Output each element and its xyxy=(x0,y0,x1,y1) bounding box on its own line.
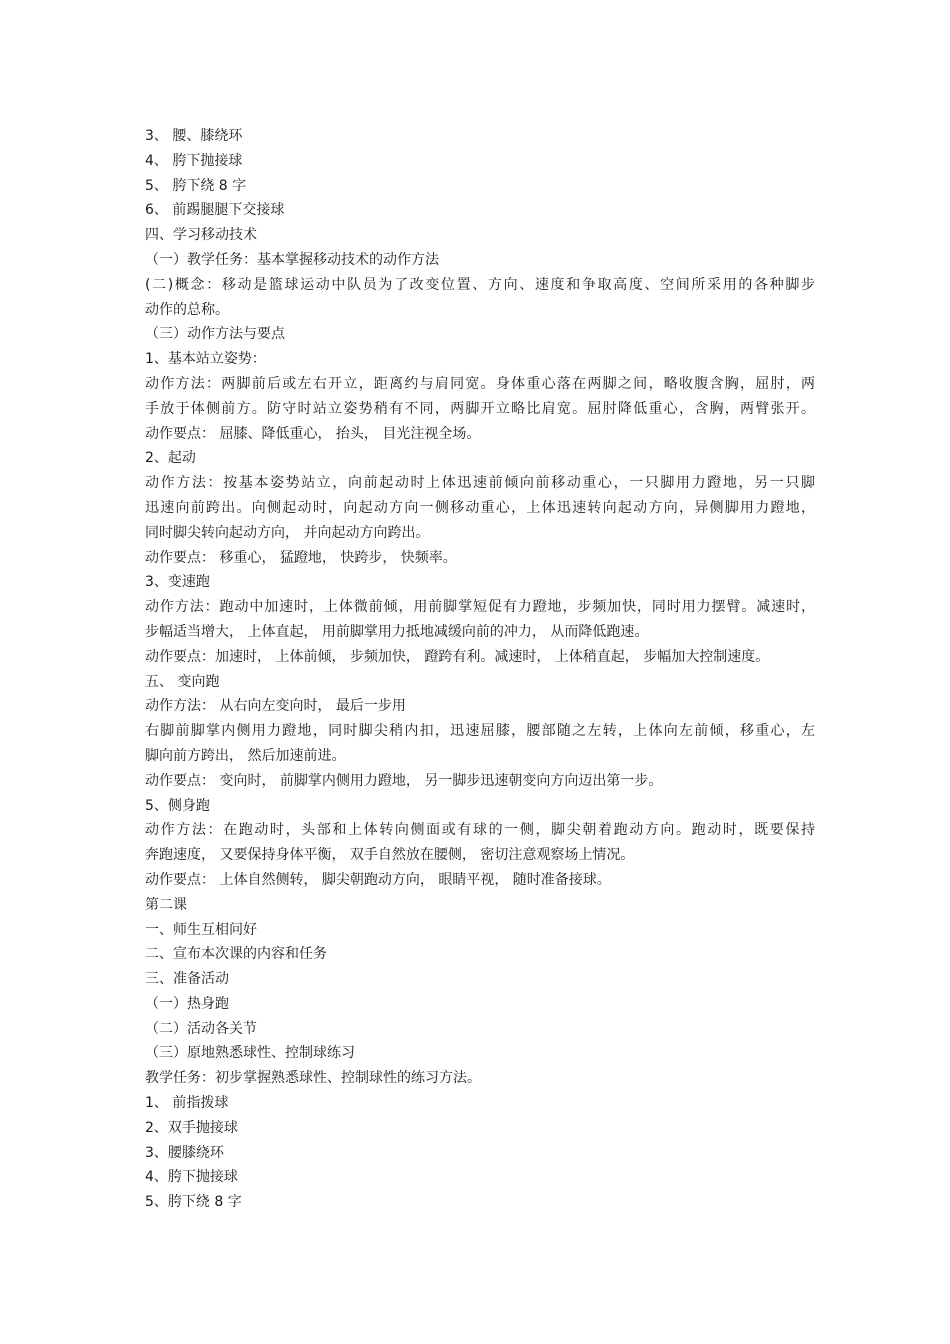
text-line: 3、 腰、膝绕环 xyxy=(145,128,243,144)
section-heading: 三、准备活动 xyxy=(145,971,229,988)
list-item: 3、腰膝绕环 xyxy=(145,1144,224,1161)
text-line: 手放于体侧前方。防守时站立姿势稍有不同，两脚开立略比肩宽。屈肘降低重心，含胸，两臂张开。 xyxy=(145,400,815,417)
text-line: 教学任务：初步掌握熟悉球性、控制球性的练习方法。 xyxy=(145,1070,481,1087)
text-line: （三）动作方法与要点 xyxy=(145,326,285,343)
lesson-heading: 第二课 xyxy=(145,896,187,913)
list-item: 2、双手抛接球 xyxy=(145,1119,238,1136)
text-line: 同时脚尖转向起动方向， 并向起动方向跨出。 xyxy=(145,524,430,541)
text-line: 1、基本站立姿势： xyxy=(145,351,266,368)
text-line: （一）教学任务：基本掌握移动技术的动作方法 xyxy=(145,251,439,268)
text-line: （一）热身跑 xyxy=(145,995,229,1012)
text-line: 6、 前踢腿腿下交接球 xyxy=(145,202,285,219)
text-line: 奔跑速度， 又要保持身体平衡， 双手自然放在腰侧， 密切注意观察场上情况。 xyxy=(145,847,635,864)
text-line: 动作要点： 上体自然侧转， 脚尖朝跑动方向， 眼睛平视， 随时准备接球。 xyxy=(145,871,611,888)
text-line: 4、 胯下抛接球 xyxy=(145,152,243,169)
text-line: 动作要点： 移重心， 猛蹬地， 快跨步， 快频率。 xyxy=(145,549,457,566)
text-line: 动作要点： 变向时， 前脚掌内侧用力蹬地， 另一脚步迅速朝变向方向迈出第一步。 xyxy=(145,772,663,789)
text-line: （三）原地熟悉球性、控制球练习 xyxy=(145,1045,355,1062)
text-line: 动作的总称。 xyxy=(145,301,229,318)
list-item: 5、胯下绕 8 字 xyxy=(145,1194,242,1211)
text-line: 动作要点：加速时， 上体前倾， 步频加快， 蹬跨有利。减速时， 上体稍直起， 步幅加大控制速度。 xyxy=(145,648,770,665)
text-line: 动作方法：按基本姿势站立，向前起动时上体迅速前倾向前移动重心，一只脚用力蹬地，另一只脚 xyxy=(145,475,815,492)
text-line: （二）活动各关节 xyxy=(145,1020,257,1037)
document-body xyxy=(145,124,815,1215)
text-line: (二)概念：移动是篮球运动中队员为了改变位置、方向、速度和争取高度、空间所采用的各种脚步 xyxy=(145,276,815,293)
text-line: 动作方法：在跑动时，头部和上体转向侧面或有球的一侧，脚尖朝着跑动方向。跑动时，既要保持 xyxy=(145,822,815,839)
text-line: 动作方法：两脚前后或左右开立，距离约与肩同宽。身体重心落在两脚之间，略收腹含胸，屈肘，两 xyxy=(145,375,815,392)
text-line: 2、起动 xyxy=(145,450,196,467)
text-line: 3、变速跑 xyxy=(145,574,210,591)
section-heading: 五、 变向跑 xyxy=(145,673,220,690)
text-line: 脚向前方跨出， 然后加速前进。 xyxy=(145,747,346,764)
text-line: 动作方法：跑动中加速时，上体微前倾，用前脚掌短促有力蹬地，步频加快，同时用力摆臂。减速时， xyxy=(145,599,815,616)
section-heading: 二、宣布本次课的内容和任务 xyxy=(145,946,327,963)
text-line: 迅速向前跨出。向侧起动时，向起动方向一侧移动重心，上体迅速转向起动方向，异侧脚用力蹬地， xyxy=(145,499,815,516)
list-item: 1、 前指拨球 xyxy=(145,1095,229,1112)
text-line: 5、 胯下绕 8 字 xyxy=(145,177,247,194)
section-heading: 一、师生互相问好 xyxy=(145,921,257,938)
section-heading: 四、学习移动技术 xyxy=(145,227,257,244)
text-line: 动作要点： 屈膝、降低重心， 抬头， 目光注视全场。 xyxy=(145,425,481,442)
text-line: 步幅适当增大， 上体直起， 用前脚掌用力抵地减缓向前的冲力， 从而降低跑速。 xyxy=(145,623,649,640)
text-line: 5、侧身跑 xyxy=(145,797,210,814)
list-item: 4、胯下抛接球 xyxy=(145,1169,238,1186)
text-line: 右脚前脚掌内侧用力蹬地，同时脚尖稍内扣，迅速屈膝，腰部随之左转，上体向左前倾，移重心，左 xyxy=(145,723,815,740)
text-line: 动作方法： 从右向左变向时， 最后一步用 xyxy=(145,698,406,715)
